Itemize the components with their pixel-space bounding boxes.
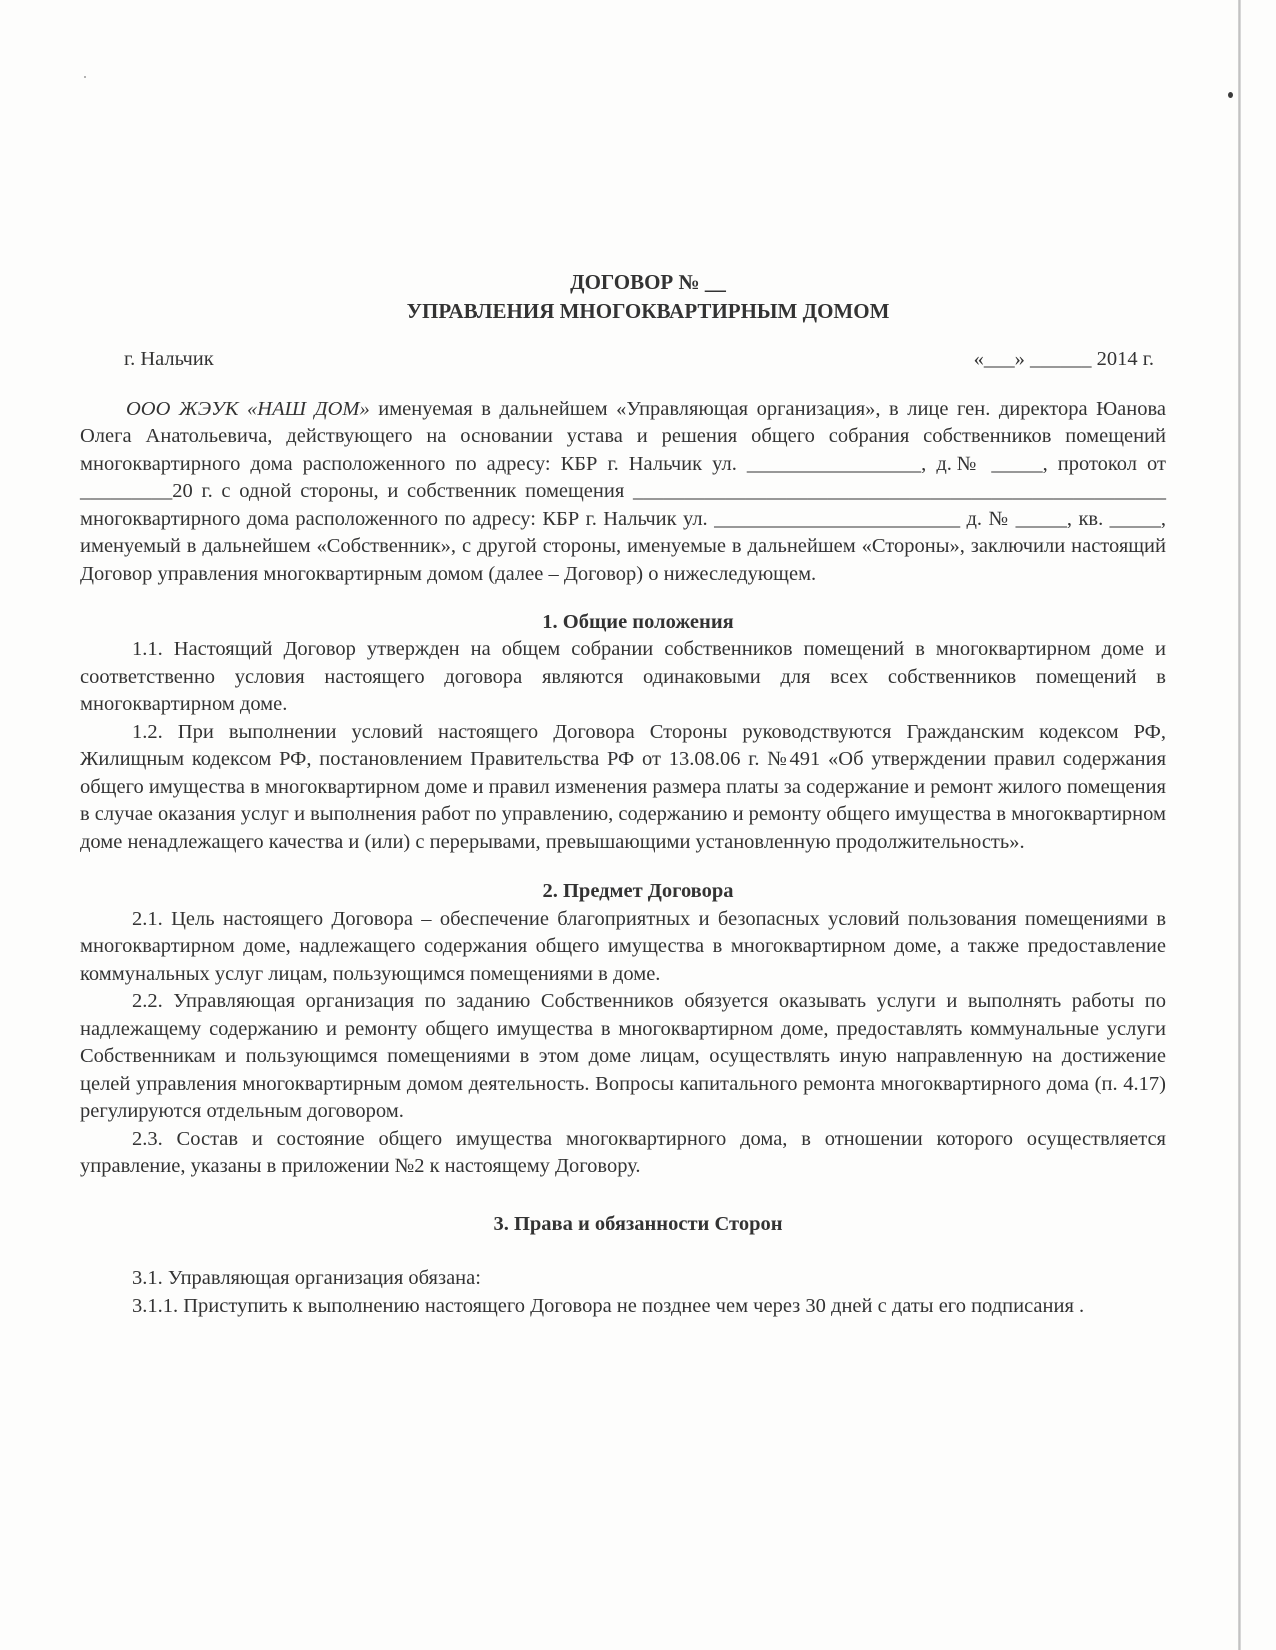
scan-speck (84, 76, 86, 78)
blank-line (80, 1238, 1166, 1265)
section-paragraph: 2.1. Цель настоящего Договора – обеспечение благоприятных и безопасных условий пользования помещениями в многоквартирном доме, надлежащего содержания общего имущества в многоквартирном доме, а также предоставление коммунальных услуг лицам, пользующимся помещениями в доме. (80, 907, 1166, 985)
title-line-2: УПРАВЛЕНИЯ МНОГОКВАРТИРНЫМ ДОМОМ (406, 299, 890, 323)
city: г. Нальчик (124, 348, 214, 370)
document-title (130, 268, 1166, 326)
contract-document (80, 268, 1166, 1320)
section-paragraph: 2.3. Состав и состояние общего имущества многоквартирного дома, в отношении которого осуществляется управление, указаны в приложении №2 к настоящему Договору. (80, 1127, 1166, 1177)
section-paragraph: 2.2. Управляющая организация по заданию Собственников обязуется оказывать услуги и выполнять работы по надлежащему содержанию и ремонту общего имущества в многоквартирном доме, предоставлять коммунальные услуги Собственникам и пользующимся помещениями в этом доме лицам, осуществлять иную направленную на достижение целей управления многоквартирным домом деятельность. Вопросы капитального ремонта многоквартирного дома (п. 4.17) регулируются отдельным договором. (80, 990, 1166, 1122)
section-paragraph: 3.1.1. Приступить к выполнению настоящего Договора не позднее чем через 30 дней с даты его подписания . (132, 1294, 1085, 1317)
intro-paragraph (80, 396, 1166, 589)
section-title: 1. Общие положения (542, 610, 734, 633)
title-line-1: ДОГОВОР № __ (570, 270, 726, 294)
section-paragraph: 3.1. Управляющая организация обязана: (132, 1267, 481, 1289)
section-paragraph: 1.1. Настоящий Договор утвержден на общем собрании собственников помещений в многоквартирном доме и соответственно условия настоящего договора являются одинаковыми для всех собственников помещений в многоквартирном доме. (80, 638, 1166, 715)
scan-edge-line (1238, 0, 1241, 1650)
section-paragraph: 1.2. При выполнении условий настоящего Договора Стороны руководствуются Гражданским кодексом РФ, Жилищным кодексом РФ, постановлением Правительства РФ от 13.08.06 г. №491 «Об утверждении правил содержания общего имущества в многоквартирном доме и правил изменения размера платы за содержание и ремонт жилого помещения в случае оказания услуг и выполнения работ по управлению, содержанию и ремонту общего имущества в многоквартирном доме ненадлежащего качества и (или) с перерывами, превышающими установленную продолжительность». (80, 720, 1166, 853)
scan-speck (1228, 92, 1233, 98)
section-title: 2. Предмет Договора (542, 880, 734, 902)
place-date-row (80, 346, 1166, 374)
organization-name: ООО ЖЭУК «НАШ ДОМ» (126, 397, 370, 420)
section-title: 3. Права и обязанности Сторон (493, 1212, 783, 1235)
contract-date: «___» ______ 2014 г. (973, 348, 1154, 370)
intro-text: именуемая в дальнейшем «Управляющая организация», в лице ген. директора Юанова Олега Анатольевича, действующего на основании устава и решения общего собрания собственников помещений многоквартирного дома расположенного по адресу: КБР г. Нальчик ул. _________________, д.№ _____, протокол от _________20 г. с одной стороны, и собственник помещения ____________________________________________________ многоквартирного дома расположенного по адресу: КБР г. Нальчик ул. ________________________ д. № _____, кв. _____, именуемый в дальнейшем «Собственник», с другой стороны, именуемые в дальнейшем «Стороны», заключили настоящий Договор управления многоквартирным домом (далее – Договор) о нижеследующем. (80, 397, 1167, 585)
